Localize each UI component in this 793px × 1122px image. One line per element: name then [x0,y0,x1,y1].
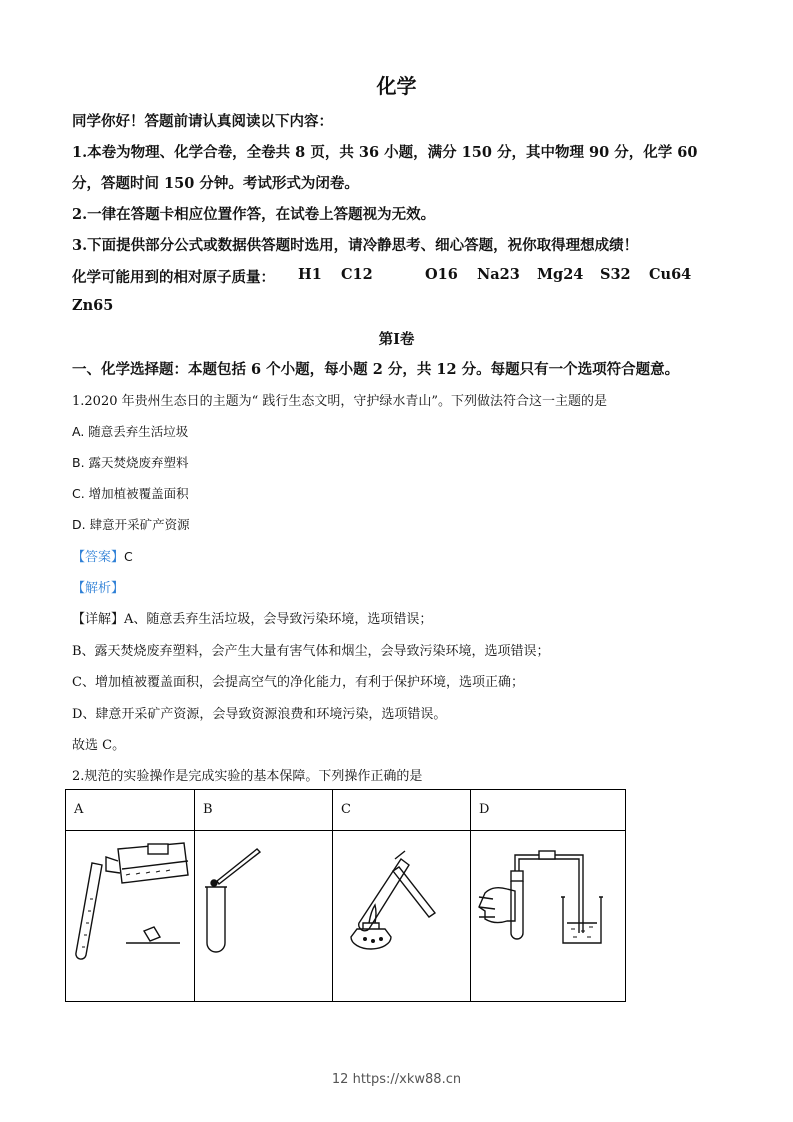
question-2-stem: 2.规范的实验操作是完成实验的基本保障。下列操作正确的是 [72,769,423,784]
atomic-mass-s: S32 [600,266,631,283]
airtightness-check-illustration [471,831,617,997]
option-header-d: D [471,790,626,831]
question-1-stem: 1.2020 年贵州生态日的主题为“ 践行生态文明，守护绿水青山”。下列做法符合这一主题的是 [72,394,608,409]
answer-line [72,546,133,565]
section-heading: 一、化学选择题：本题包括 6 个小题，每小题 2 分，共 12 分。每题只有一个选项符合题意。 [72,361,680,378]
atomic-mass-label: 化学可能用到的相对原子质量： [72,269,275,286]
atomic-mass-h: H1 [298,266,322,283]
question-1-option-d: D. 肆意开采矿产资源 [72,517,190,532]
atomic-mass-zn: Zn65 [72,297,114,314]
volume-heading: 第Ⅰ卷 [378,331,415,348]
notice-line-1a: 1.本卷为物理、化学合卷，全卷共 8 页，共 36 小题，满分 150 分，其中物理 90 分，化学 60 [72,144,698,161]
detail-line-3: C、增加植被覆盖面积，会提高空气的净化能力，有利于保护环境，选项正确； [72,675,524,690]
atomic-mass-mg: Mg24 [537,266,584,283]
option-image-c [333,831,471,1002]
question-1-option-a: A. 随意丢弃生活垃圾 [72,424,189,439]
conclusion-line: 故选 C。 [72,738,126,753]
pouring-liquid-illustration [66,831,194,997]
dropper-test-tube-illustration [195,831,323,997]
atomic-mass-o: O16 [425,266,458,283]
page-title: 化学 [376,74,417,98]
detail-line-4: D、肆意开采矿产资源，会导致资源浪费和环境污染，选项错误。 [72,707,447,722]
option-header-c: C [333,790,471,831]
detail-line-1 [72,608,432,627]
atomic-mass-cu: Cu64 [649,266,692,283]
option-header-b: B [195,790,333,831]
option-image-d [471,831,626,1002]
option-header-a: A [66,790,195,831]
notice-greeting: 同学你好！答题前请认真阅读以下内容： [72,113,333,130]
option-image-a [66,831,195,1002]
answer-tag: 【答案】 [72,550,125,565]
notice-line-1b: 分，答题时间 150 分钟。考试形式为闭卷。 [72,175,359,192]
question-2-options-table [65,789,626,1002]
notice-line-3: 3.下面提供部分公式或数据供答题时选用，请冷静思考、细心答题，祝你取得理想成绩！ [72,237,639,254]
atomic-mass-na: Na23 [477,266,520,283]
atomic-mass-c: C12 [341,266,373,283]
analysis-tag: 【解析】 [72,581,125,596]
detail-tag: 【详解】 [72,612,125,627]
question-1-option-b: B. 露天焚烧废弃塑料 [72,455,189,470]
atomic-mass-line [72,266,692,287]
option-image-b [195,831,333,1002]
answer-value: C [124,549,133,564]
notice-line-2: 2.一律在答题卡相应位置作答，在试卷上答题视为无效。 [72,206,436,223]
page-footer: 12 https://xkw88.cn [331,1072,462,1087]
question-1-option-c: C. 增加植被覆盖面积 [72,486,189,501]
heating-test-tube-illustration [333,831,461,997]
detail-line-2: B、露天焚烧废弃塑料，会产生大量有害气体和烟尘，会导致污染环境，选项错误； [72,644,550,659]
detail-text-1: A、随意丢弃生活垃圾，会导致污染环境，选项错误； [124,612,433,627]
